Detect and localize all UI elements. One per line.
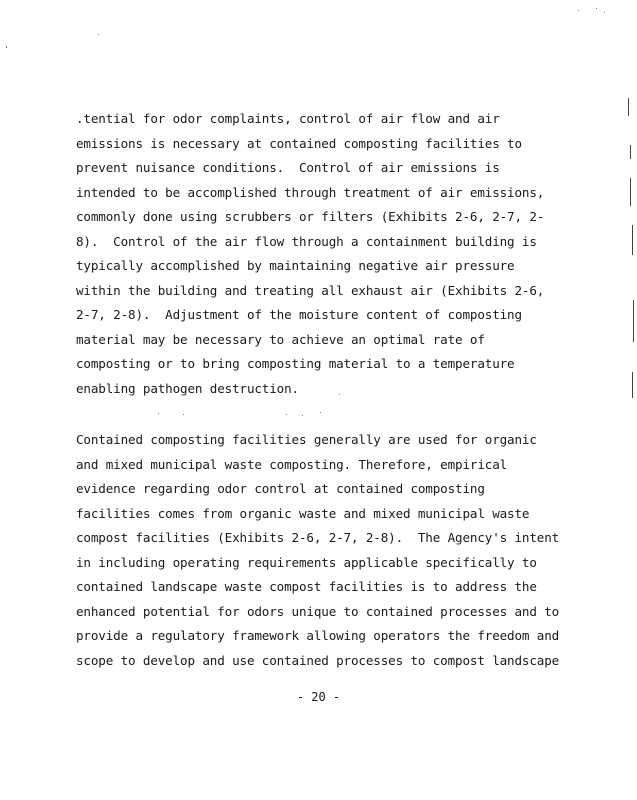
paragraph-contained-facilities bbox=[76, 428, 559, 673]
text-line: provide a regulatory framework allowing operators the freedom and bbox=[76, 628, 560, 643]
text-line: scope to develop and use contained processes to compost landscape bbox=[76, 652, 560, 668]
scan-edge-mark bbox=[630, 145, 631, 159]
scan-speck bbox=[339, 394, 340, 395]
scan-edge-mark bbox=[632, 225, 633, 255]
text-line: prevent nuisance conditions. Control of air emissions is bbox=[76, 160, 500, 175]
paragraph-odor-control bbox=[76, 107, 544, 401]
scan-edge-mark bbox=[633, 300, 634, 342]
text-line: material may be necessary to achieve an optimal rate of bbox=[76, 331, 485, 347]
text-line: composting or to bring composting material to a temperature bbox=[76, 356, 515, 371]
text-line: compost facilities (Exhibits 2-6, 2-7, 2-8). The Agency's intent bbox=[76, 530, 560, 545]
scan-speck bbox=[596, 8, 597, 9]
text-line: enhanced potential for odors unique to contained processes and to bbox=[76, 603, 560, 619]
text-line: facilities comes from organic waste and mixed municipal waste bbox=[76, 505, 530, 521]
text-line: intended to be accomplished through treatment of air emissions, bbox=[76, 184, 545, 200]
scan-speck bbox=[286, 414, 287, 415]
text-line: in including operating requirements applicable specifically to bbox=[76, 554, 537, 570]
text-line: contained landscape waste compost facilities is to address the bbox=[76, 579, 537, 594]
text-line: emissions is necessary at contained composting facilities to bbox=[76, 135, 522, 151]
scan-edge-mark bbox=[628, 98, 629, 116]
scan-speck bbox=[158, 413, 159, 414]
scan-edge-mark bbox=[632, 372, 633, 398]
text-line: 8). Control of the air flow through a containment building is bbox=[76, 233, 537, 249]
page-number: - 20 - bbox=[296, 690, 341, 704]
text-line: Contained composting facilities generally are used for organic bbox=[76, 432, 537, 447]
text-line: commonly done using scrubbers or filters (Exhibits 2-6, 2-7, 2- bbox=[76, 209, 545, 224]
scan-speck bbox=[6, 46, 7, 48]
text-line: evidence regarding odor control at contained composting bbox=[76, 481, 485, 496]
scan-edge-mark bbox=[630, 178, 631, 206]
scan-speck bbox=[302, 415, 303, 416]
scan-speck bbox=[320, 412, 321, 413]
text-line: .tential for odor complaints, control of air flow and air bbox=[76, 111, 500, 126]
scan-speck bbox=[604, 12, 605, 13]
scan-speck bbox=[578, 10, 579, 11]
text-line: and mixed municipal waste composting. Therefore, empirical bbox=[76, 456, 508, 472]
scan-speck bbox=[183, 414, 184, 415]
text-line: enabling pathogen destruction. bbox=[76, 380, 299, 396]
text-line: within the building and treating all exhaust air (Exhibits 2-6, bbox=[76, 282, 545, 298]
text-line: 2-7, 2-8). Adjustment of the moisture content of composting bbox=[76, 307, 522, 322]
scan-speck bbox=[98, 34, 99, 35]
text-line: typically accomplished by maintaining negative air pressure bbox=[76, 258, 515, 273]
